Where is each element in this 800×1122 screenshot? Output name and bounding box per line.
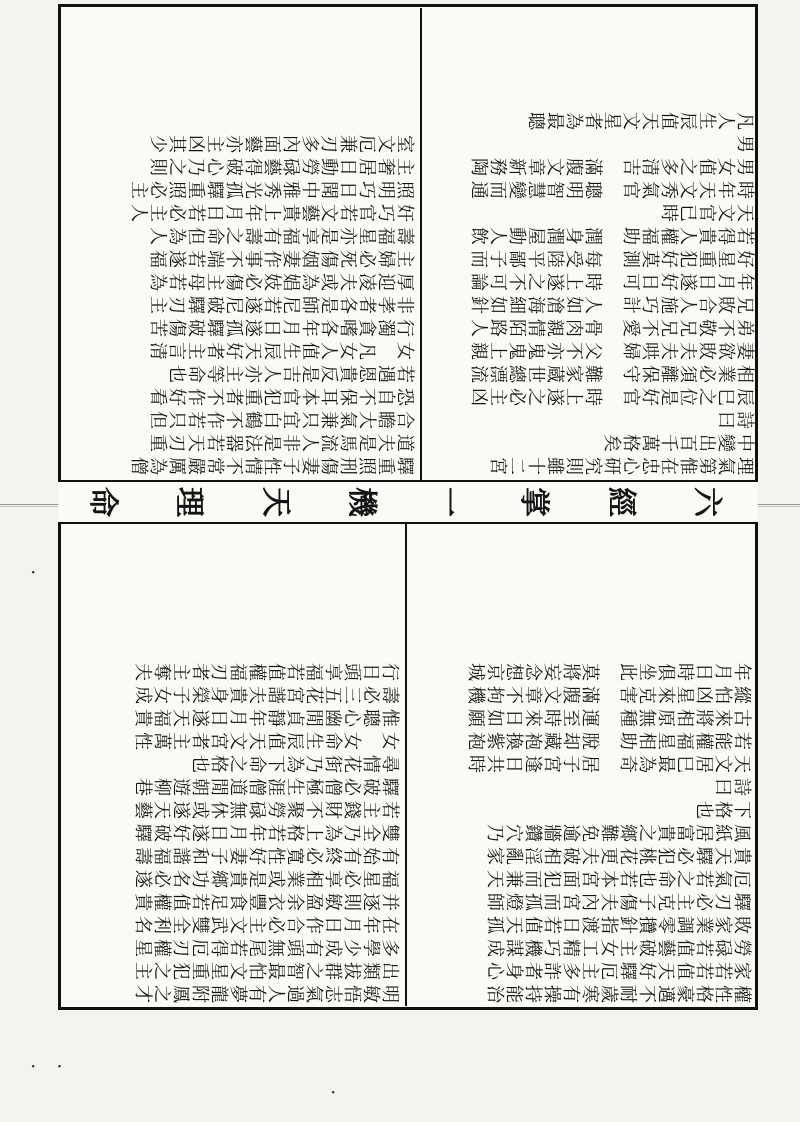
- text-column: 兄敗合人施巧計 人如滄海細如針: [470, 293, 755, 314]
- title-char: 天: [257, 487, 293, 523]
- text-column: 詩曰: [717, 408, 755, 429]
- upper-left-text-block: [87, 10, 415, 476]
- text-column: 若得貴人權福助 潤身潤屋動人飲: [470, 224, 755, 245]
- text-column: 驛破必僧極生涯僧道閒朝遊柳巷: [134, 775, 400, 796]
- text-column: 敗家業調零攢針指渡日若值天孤: [486, 913, 752, 934]
- upper-column-divider: [420, 8, 422, 480]
- text-column: 詩曰: [714, 775, 752, 796]
- text-column: 雙全乃為上格若年月日遂好破驛: [134, 821, 400, 842]
- text-column: 非孝者各是師尼若遂尼破驛刃主: [149, 293, 415, 314]
- text-column: 出類拔群之智最怕文星重犯之主: [134, 959, 400, 980]
- text-column: 下格也: [695, 798, 752, 819]
- lower-column-divider: [405, 524, 407, 1006]
- text-column: 驛刃必主克子傷夫內宮而孤燈師: [486, 890, 752, 911]
- text-column: 多學少成有頭無尾若得厄刃權星: [134, 936, 400, 957]
- text-column: 勞碌若值藝破主女工精巧機謀成: [486, 936, 752, 957]
- text-column: 凡人生辰值天文星者為最聰: [527, 109, 755, 130]
- text-column: 惟聰心幽閒貞靜年月日遂天福貴: [134, 706, 400, 727]
- text-column: 壽必三五花宮諧夫貴身榮子女成: [134, 683, 400, 704]
- text-column: 中變出百千萬格矣: [603, 431, 755, 452]
- text-column: 好星重犯好莫測 每受陸平鄙子而: [470, 247, 755, 268]
- text-column: 奸巧官若文藝貴上年月日若必主人: [130, 201, 415, 222]
- text-column: 明敏悟志氣過人有夢龍附鳳之才: [134, 982, 400, 1003]
- text-column: 女 女命生辰值天文宮者主萬性: [134, 729, 400, 750]
- text-column: 福星必享相業或是貴鄉功名必遂: [134, 867, 400, 888]
- text-column: 厚迎凌夫或為娼妓必傷主母若為: [149, 270, 415, 291]
- title-char: 理: [171, 487, 207, 523]
- title-char: 命: [85, 487, 120, 523]
- text-column: 道夫是馬流人非是法器若天刃重: [149, 431, 415, 452]
- text-column: 風紙居富貴之鄉難免逾牆鑽穴乃: [486, 821, 752, 842]
- text-column: 古來將相原無種 運至時來日如願: [467, 706, 752, 727]
- text-column: 若遇恩貴反是吉人亦主等命也: [168, 362, 415, 383]
- text-column: 年月日遂好日可 時上遂之不可論: [470, 270, 755, 291]
- title-char: 機: [343, 487, 379, 523]
- text-column: 若主錢財不聚勞碌無休或遂天藝: [134, 798, 400, 819]
- text-column: 恐自不保耳本官犯重者不作好看: [149, 385, 415, 406]
- text-column: 有始有終必寬性好妻子和諧福壽: [134, 844, 400, 865]
- text-column: 縱怕凶星來克害 滿腹文章不拘機: [467, 683, 752, 704]
- title-char: 經: [602, 487, 638, 523]
- scan-dots-3: ·: [30, 560, 37, 584]
- text-column: 在年月日作合必主文武雙全利名: [134, 913, 400, 934]
- text-column: 相業必須離保守 難家蔵世總漂流: [470, 362, 755, 383]
- text-column: 厄氣若之命也若本宮面犯而兼天: [486, 867, 752, 888]
- text-column: 合瞻大氣兼只宜白鶴不作若只但: [149, 408, 415, 429]
- text-column: 照明巧日聞中雅秀光孤驛重照必主: [130, 178, 415, 199]
- text-column: 尋情花街乃為下命之格也: [191, 752, 400, 773]
- text-column: 主奢居日動勞碌藝得破心乃之則: [149, 155, 415, 176]
- text-column: 時年天文秀氣官 聰明智慧變而通: [470, 178, 755, 199]
- scan-dots-2: ·: [330, 1080, 337, 1104]
- text-column: 年月日時俱坐此 莫將妄念想京城: [467, 660, 752, 681]
- text-column: 壽福星亦是享福有壽之命但為人: [149, 224, 415, 245]
- text-column: 天文居巳最為奇 居子宮逢日共時: [467, 752, 752, 773]
- text-column: 弟不敬兄兄不愛 骨肉親情陌路人: [470, 316, 755, 337]
- text-column: 室文厄兼刃多內面藝亦主凶其少: [149, 132, 415, 153]
- title-char: 掌: [516, 487, 552, 523]
- lower-right-text-block: [429, 530, 752, 1004]
- title-char: 一: [430, 487, 466, 523]
- text-column: 天文官已時: [660, 201, 755, 222]
- text-column: 行濁貪嗜各年月日遂孤驛破傷苦: [149, 316, 415, 337]
- text-column: 貴天驛必犯桃花更夫破相淫亂家: [486, 844, 752, 865]
- page-title: [85, 487, 728, 523]
- text-column: 理氣第惟在忠心研究則雖十二宮: [489, 454, 755, 475]
- text-column: 辰巳之位是好官 時上遂之必主凶: [470, 385, 755, 406]
- text-column: 若能權福星相助 脫却藏袍換紫袍: [467, 729, 752, 750]
- text-column: 家若若值天好驛厄主多詐者身心: [486, 959, 752, 980]
- text-column: 并逐則敏盈余衣豐食足若值權貴: [134, 890, 400, 911]
- text-column: 男: [736, 132, 755, 153]
- text-column: 驛重照刑傷妻子性情不常嚴厲為僧: [130, 454, 415, 475]
- text-column: 主婦必死傷姻妻作事不端若遂福: [149, 247, 415, 268]
- text-column: 行日頭享福若值權福刃者主奪夫: [134, 660, 400, 681]
- title-char: 六: [688, 487, 724, 523]
- scan-dots: · ·: [30, 1054, 63, 1078]
- text-column: 妻欲敗夫夫哄婦 父不亦鬼鬼上親: [470, 339, 755, 360]
- lower-left-text-block: [82, 530, 400, 1004]
- text-column: 女 凡女人值生辰天好者主言清: [149, 339, 415, 360]
- text-column: 權性格豪邁不耐歲寒有操持能治: [486, 982, 752, 1003]
- text-column: 男女值之多清吉 滿腹文章新務陶: [470, 155, 755, 176]
- upper-right-text-block: [430, 10, 755, 476]
